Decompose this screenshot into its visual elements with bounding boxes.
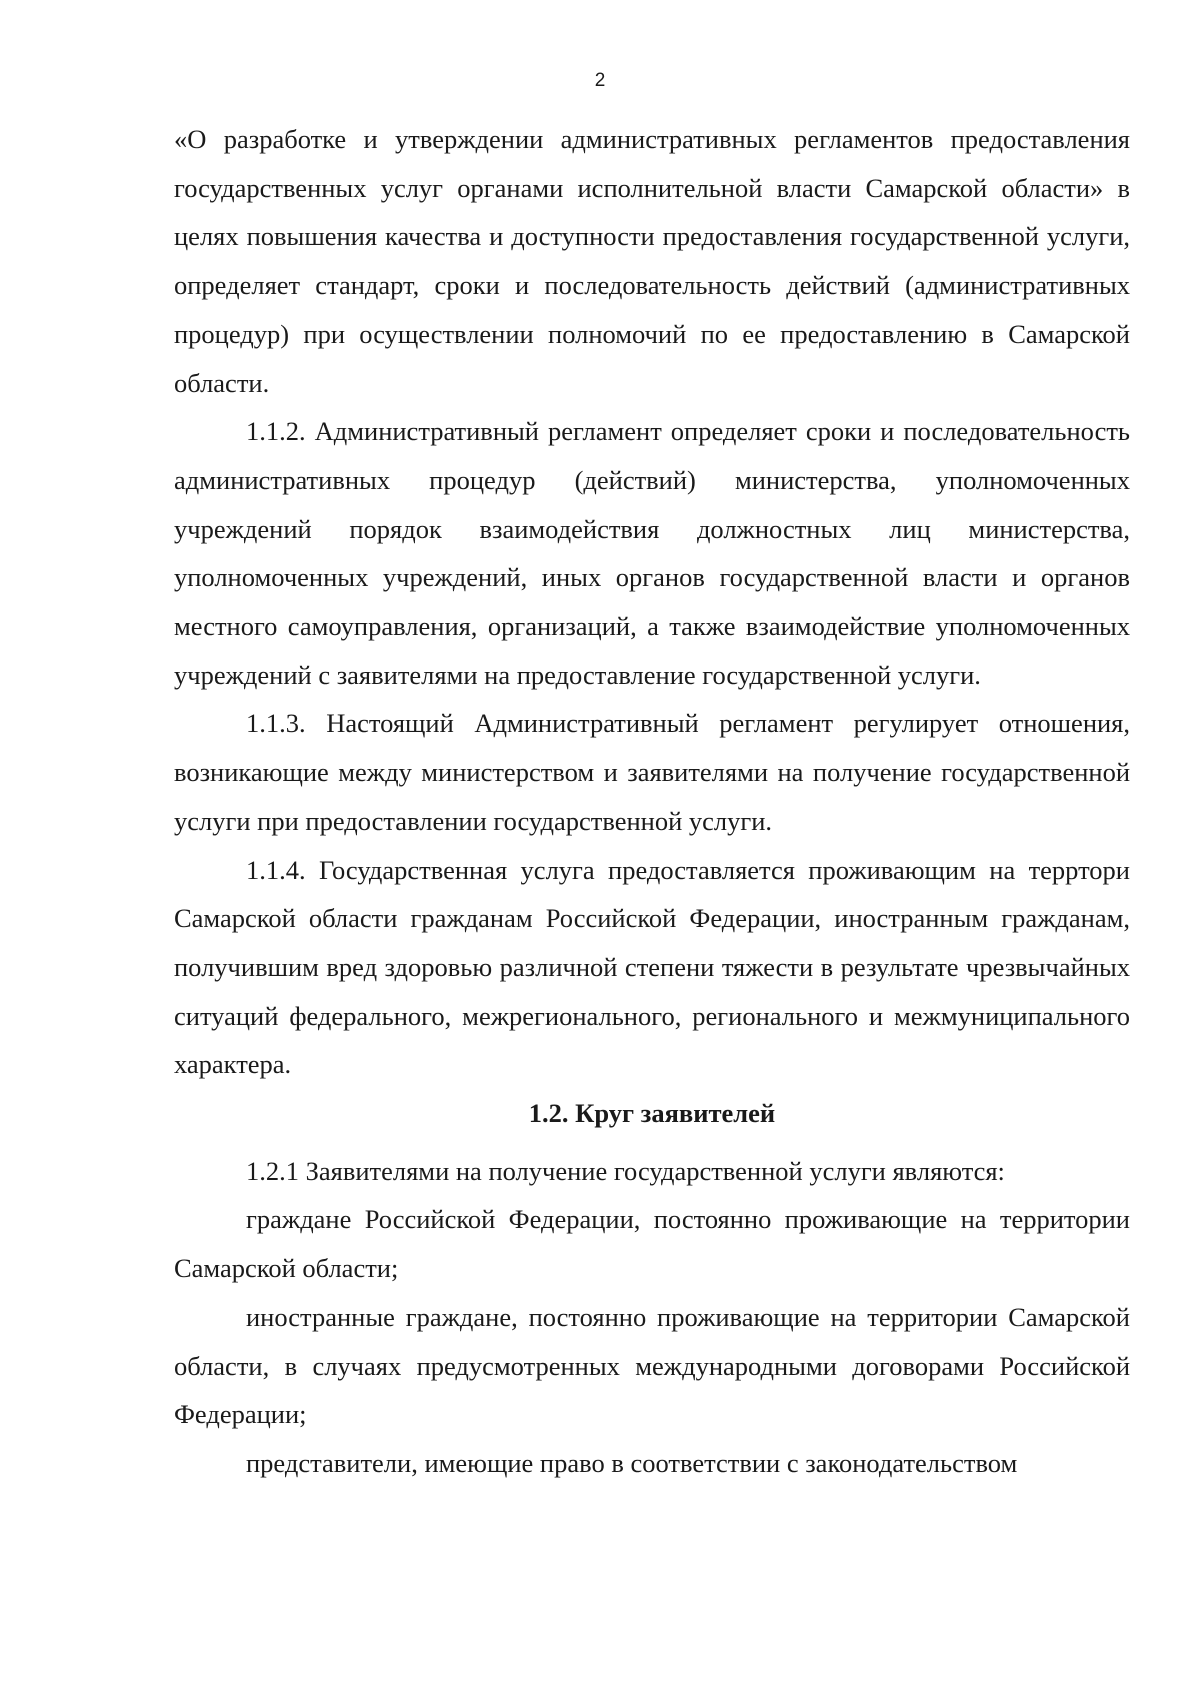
paragraph-1-1-3: 1.1.3. Настоящий Административный регламент регулирует отношения, возникающие между министерством и заявителями на получение государственной услуги при предоставлении государственной услуги. xyxy=(174,708,1130,836)
paragraph-1-2-1: 1.2.1 Заявителями на получение государственной услуги являются: xyxy=(246,1155,1005,1186)
paragraph-representatives: представители, имеющие право в соответствии с законодательством xyxy=(246,1447,1018,1478)
paragraph-citizens: граждане Российской Федерации, постоянно проживающие на территории Самарской области; xyxy=(174,1204,1130,1284)
section-heading-applicants: 1.2. Круг заявителей xyxy=(528,1098,776,1129)
paragraph-1-1-4: 1.1.4. Государственная услуга предоставляется проживающим на терртори Самарской области гражданам Российской Федерации, иностранным гражданам, получившим вред здоровью различной степени тяжести в результате чрезвычайных ситуаций федерального, межрегионального, регионального и межмуниципального характера. xyxy=(174,854,1130,1080)
document-body xyxy=(174,115,1130,1488)
page-number: 2 xyxy=(594,70,606,91)
paragraph-regulation-purpose: «О разработке и утверждении административных регламентов предоставления государственных услуг органами исполнительной власти Самарской области» в целях повышения качества и доступности предоставления государственной услуги, определяет стандарт, сроки и последовательность действий (административных процедур) при осуществлении полномочий по ее предоставлению в Самарской области. xyxy=(174,124,1130,398)
paragraph-1-1-2: 1.1.2. Административный регламент определяет сроки и последовательность административных процедур (действий) министерства, уполномоченных учреждений порядок взаимодействия должностных лиц министерства, уполномоченных учреждений, иных органов государственной власти и органов местного самоуправления, организаций, а также взаимодействие уполномоченных учреждений с заявителями на предоставление государственной услуги. xyxy=(174,416,1130,690)
paragraph-foreign-citizens: иностранные граждане, постоянно проживающие на территории Самарской области, в случаях предусмотренных международными договорами Российской Федерации; xyxy=(174,1301,1130,1430)
